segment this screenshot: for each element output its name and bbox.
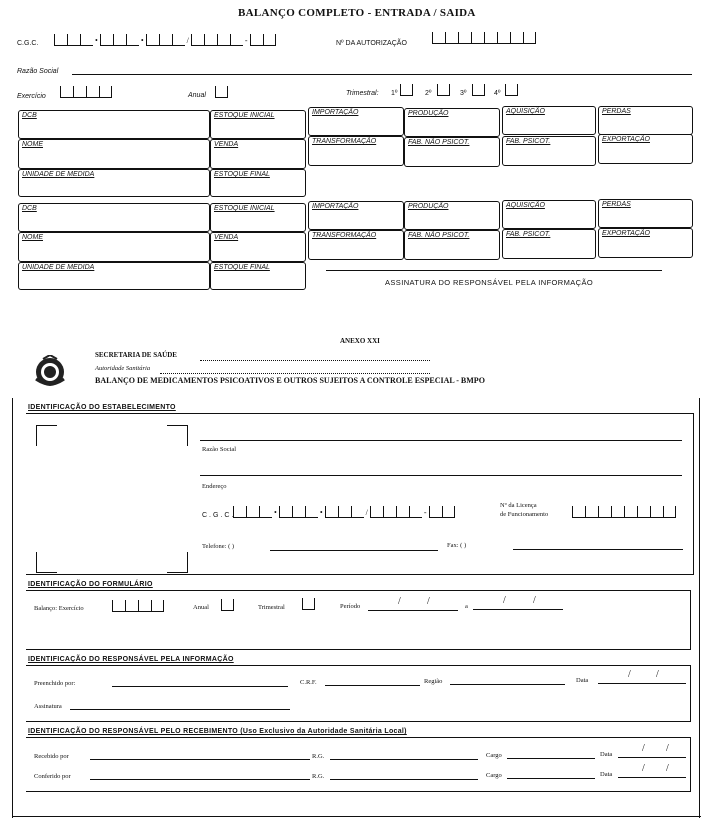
block2-exportacao[interactable] [598,228,693,258]
sec3-date-sep-2: / [656,669,659,680]
estoque-final-label: ESTOQUE FINAL [214,171,270,178]
periodo-sep-1: / [398,596,401,607]
sec2-anual-field[interactable] [221,599,234,611]
block1-importacao[interactable] [308,107,404,136]
sec3-frame [26,665,691,722]
recebido-label: Recebido por [34,753,69,760]
annex-razao-label: Razão Social [202,446,237,453]
block2-producao[interactable] [404,201,500,230]
assinatura-line[interactable] [326,270,662,271]
recebido-rg-line[interactable] [330,759,478,760]
block2-aquisicao[interactable] [502,200,596,229]
block1-producao[interactable] [404,108,500,137]
block1-dcb[interactable] [18,110,210,139]
razao-bottom-line[interactable] [200,475,682,476]
block2-unidade[interactable] [18,262,210,290]
sec2-trimestral-field[interactable] [302,598,315,610]
block1-fab-nao-psicot[interactable] [404,137,500,167]
anual-label: Anual [188,92,206,99]
sec2-trimestral-label: Trimestral [258,604,285,611]
block2-fab-psicot[interactable] [502,229,596,259]
periodo-sep-4: / [533,595,536,606]
conferido-rg-line[interactable] [330,779,478,780]
autoridade-label: Autoridade Sanitária [95,365,151,372]
cgc-field[interactable]: • • / - [54,34,276,46]
transformacao-label: TRANSFORMAÇÃO [312,138,377,145]
importacao-label: IMPORTAÇÃO [312,109,359,116]
dcb-label: DCB [22,205,37,212]
exportacao-label: EXPORTAÇÃO [602,136,650,143]
block1-exportacao[interactable] [598,134,693,164]
perdas-label: PERDAS [602,201,631,208]
recebido-cargo-line[interactable] [507,758,595,759]
annex-title: ANEXO XXI [340,337,380,345]
sec2-frame [26,590,691,650]
conferido-data-line[interactable] [618,777,686,778]
block1-estoque-inicial[interactable] [210,110,306,139]
cgc-label: C.G.C. [17,40,39,47]
fax-line[interactable] [513,549,683,550]
fab-nao-psicot-label: FAB. NÃO PSICOT. [408,232,470,239]
conferido-cargo-line[interactable] [507,778,595,779]
conferido-rg-label: R.G. [312,773,325,780]
trim-4-label: 4º [494,90,501,97]
fab-psicot-label: FAB. PSICOT. [506,231,551,238]
producao-label: PRODUÇÃO [408,203,449,210]
nome-label: NOME [22,141,43,148]
preenchido-line[interactable] [112,686,288,687]
periodo-sep-2: / [427,596,430,607]
block1-fab-psicot[interactable] [502,136,596,166]
exercicio-label: Exercício [17,93,46,100]
unidade-label: UNIDADE DE MEDIDA [22,264,95,271]
recebido-date-sep-1: / [642,743,645,754]
trim-1-label: 1º [391,90,398,97]
licenca-label-1: Nº da Licença [500,502,537,509]
importacao-label: IMPORTAÇÃO [312,203,359,210]
block1-aquisicao[interactable] [502,106,596,135]
razao-line[interactable] [72,74,692,75]
fab-nao-psicot-label: FAB. NÃO PSICOT. [408,139,470,146]
estoque-final-label: ESTOQUE FINAL [214,264,270,271]
block1-estoque-final[interactable] [210,169,306,197]
annex-cgc-field[interactable]: • • / - [233,506,455,518]
unidade-label: UNIDADE DE MEDIDA [22,171,95,178]
crf-line[interactable] [325,685,420,686]
anual-field[interactable] [215,86,228,98]
trim-3-box[interactable] [472,84,485,96]
trim-3-label: 3º [460,90,467,97]
periodo-start-line[interactable] [368,610,458,611]
block2-perdas[interactable] [598,199,693,228]
aquisicao-label: AQUISIÇÃO [506,108,545,115]
conferido-date-sep-2: / [666,763,669,774]
preenchido-label: Preenchido por: [34,680,76,687]
telefone-label: Telefone: ( ) [202,543,235,550]
block1-venda[interactable] [210,139,306,169]
sec4-frame [26,737,691,792]
recebido-cargo-label: Cargo [486,752,502,759]
secretaria-line[interactable] [200,360,430,361]
autoridade-line[interactable] [160,373,430,374]
sec1-title: IDENTIFICAÇÃO DO ESTABELECIMENTO [28,404,176,411]
sec3-title: IDENTIFICAÇÃO DO RESPONSÁVEL PELA INFORMAÇÃO [28,656,234,663]
recebido-data-label: Data [600,751,613,758]
telefone-line[interactable] [270,550,438,551]
autorizacao-label: Nº DA AUTORIZAÇÃO [336,40,407,47]
block2-estoque-inicial[interactable] [210,203,306,232]
sec2-exercicio-field[interactable] [112,600,164,612]
producao-label: PRODUÇÃO [408,110,449,117]
periodo-sep-3: / [503,595,506,606]
fab-psicot-label: FAB. PSICOT. [506,138,551,145]
razao-top-line[interactable] [200,440,682,441]
block2-nome[interactable] [18,232,210,262]
assinatura-label: ASSINATURA DO RESPONSÁVEL PELA INFORMAÇÃO [385,278,594,287]
block2-importacao[interactable] [308,201,404,230]
recebido-date-sep-2: / [666,743,669,754]
sec3-data-line[interactable] [598,683,686,684]
trimestral-label: Trimestral: [346,90,379,97]
sec2-balanco-label: Balanço: Exercício [34,605,84,612]
conferido-label: Conferido por [34,773,71,780]
sec3-data-label: Data [576,677,589,684]
estoque-inicial-label: ESTOQUE INICIAL [214,112,275,119]
sec3-assinatura-label: Assinatura [34,703,62,710]
razao-label: Razão Social [17,68,59,75]
block2-estoque-final[interactable] [210,262,306,290]
autorizacao-field[interactable] [432,32,536,44]
venda-label: VENDA [214,234,239,241]
block2-venda[interactable] [210,232,306,262]
nome-label: NOME [22,234,43,241]
licenca-field[interactable] [572,506,676,518]
recebido-data-line[interactable] [618,757,686,758]
trim-1-box[interactable] [400,84,413,96]
sec2-periodo-label: Período [340,603,361,610]
perdas-label: PERDAS [602,108,631,115]
fax-label: Fax: ( ) [447,542,467,549]
annex-cgc-label: C.G.C. [202,512,236,519]
conferido-line[interactable] [90,779,310,780]
endereco-label: Endereço [202,483,227,490]
exercicio-field[interactable] [60,86,112,98]
sec3-date-sep-1: / [628,669,631,680]
conferido-data-label: Data [600,771,613,778]
annex-bottom-border [12,816,701,817]
recebido-line[interactable] [90,759,310,760]
sec2-a-label: a [465,603,468,610]
recebido-rg-label: R.G. [312,753,325,760]
block1-transformacao[interactable] [308,136,404,166]
regiao-line[interactable] [450,684,565,685]
sec4-title: IDENTIFICAÇÃO DO RESPONSÁVEL PELO RECEBIMENTO (Uso Exclusivo da Autoridade Sanitária Local) [28,728,407,735]
sec2-title: IDENTIFICAÇÃO DO FORMULÁRIO [28,581,153,588]
coat-of-arms-icon [33,355,67,391]
trim-2-label: 2º [425,90,432,97]
block2-transformacao[interactable] [308,230,404,260]
form-title: BALANÇO COMPLETO - ENTRADA / SAIDA [238,7,476,19]
balanco-title: BALANÇO DE MEDICAMENTOS PSICOATIVOS E OUTROS SUJEITOS A CONTROLE ESPECIAL - BMPO [95,376,485,385]
estoque-inicial-label: ESTOQUE INICIAL [214,205,275,212]
trim-4-box[interactable] [505,84,518,96]
block2-dcb[interactable] [18,203,210,232]
logo-placeholder[interactable] [36,425,188,573]
sec2-anual-label: Anual [193,604,209,611]
block2-fab-nao-psicot[interactable] [404,230,500,260]
block1-unidade[interactable] [18,169,210,197]
crf-label: C.R.F. [300,679,317,686]
venda-label: VENDA [214,141,239,148]
sec3-assinatura-line[interactable] [70,709,290,710]
aquisicao-label: AQUISIÇÃO [506,202,545,209]
conferido-cargo-label: Cargo [486,772,502,779]
block1-nome[interactable] [18,139,210,169]
transformacao-label: TRANSFORMAÇÃO [312,232,377,239]
block1-perdas[interactable] [598,106,693,135]
periodo-end-line[interactable] [473,609,563,610]
regiao-label: Região [424,678,443,685]
dcb-label: DCB [22,112,37,119]
trim-2-box[interactable] [437,84,450,96]
conferido-date-sep-1: / [642,763,645,774]
exportacao-label: EXPORTAÇÃO [602,230,650,237]
licenca-label-2: de Funcionamento [500,511,549,518]
secretaria-label: SECRETARIA DE SAÚDE [95,351,177,359]
